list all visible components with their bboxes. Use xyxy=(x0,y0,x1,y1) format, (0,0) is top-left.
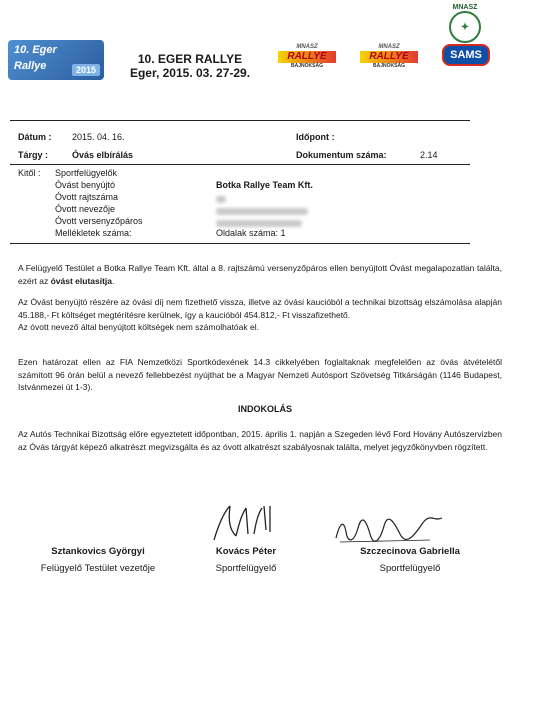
signatory-2-role: Sportfelügyelő xyxy=(215,563,277,574)
signatory-2-name: Kovács Péter xyxy=(215,546,277,557)
mnasz-rallye-logo-2: MNASZ RALLYE BAJNOKSÁG xyxy=(360,44,418,74)
kitol-row-5-label: Mellékletek száma: xyxy=(55,228,132,238)
targy-value: Óvás elbírálás xyxy=(72,150,134,160)
indoklas-heading: INDOKOLÁS xyxy=(238,404,292,414)
kitol-row-4-label: Óvott versenyzőpáros xyxy=(55,216,143,226)
kitol-row-2-label: Óvott rajtszáma xyxy=(55,192,119,202)
dokumentum-value: 2.14 xyxy=(420,150,438,160)
logo-year: 2015 xyxy=(72,64,100,76)
document-header-title xyxy=(120,52,260,80)
signatory-1-role: Felügyelő Testület vezetője xyxy=(40,563,156,574)
signature-szczecinova-image xyxy=(330,512,450,548)
header-rule xyxy=(10,120,470,121)
mnasz-rallye-logo-1: MNASZ RALLYE BAJNOKSÁG xyxy=(278,44,336,74)
kitol-row-5-value: Oldalak száma: 1 xyxy=(216,228,286,238)
signature-block-2 xyxy=(186,546,306,574)
sams-logo: SAMS xyxy=(442,44,490,66)
redacted-versenyzoparos xyxy=(216,220,302,227)
title-line1: 10. EGER RALLYE xyxy=(137,52,243,66)
signatory-3-role: Sportfelügyelő xyxy=(379,563,441,574)
signature-block-1 xyxy=(18,546,178,574)
idopont-label: Időpont : xyxy=(296,132,335,142)
kitol-row-1-label: Óvást benyújtó xyxy=(55,180,116,190)
meta-rule xyxy=(10,164,470,165)
logo-line2: Rallye xyxy=(14,60,47,72)
title-line2: Eger, 2015. 03. 27-29. xyxy=(129,66,251,80)
paragraph-decision: A Felügyelő Testület a Botka Rallye Team Kft. által a 8. rajtszámú versenyzőpáros ellen benyújtott Óvást megalapozatlan találta, ezért az óvást elutasítja. xyxy=(18,263,502,286)
paragraph-costs-note: Az óvott nevező által benyújtott költségek nem számolhatóak el. xyxy=(18,322,259,332)
mnasz-seal-icon: ✦ xyxy=(449,11,481,43)
paragraph-costs: Az Óvást benyújtó részére az óvási díj nem fizethető vissza, illetve az óvási kaucióból a technikai bizottság elszámolása alapján 45.188,- Ft költséget megtérítésre kerülnek, így a kaucióból 454.812,- Ft visszafizethető. Az óvott nevező által benyújtott költségek nem számolhatóak el. xyxy=(18,297,502,332)
kitol-row-3-label: Óvott nevezője xyxy=(55,204,116,214)
kitol-row-1-value: Botka Rallye Team Kft. xyxy=(216,180,313,190)
decision-emphasis: óvást elutasítja xyxy=(50,275,113,286)
signature-kovacs-image xyxy=(206,500,286,546)
redacted-nevezo xyxy=(216,208,308,215)
logo-line1: 10. Eger xyxy=(14,44,57,56)
mnasz-emblem: MNASZ ✦ xyxy=(440,4,490,42)
datum-value: 2015. 04. 16. xyxy=(72,132,125,142)
datum-label: Dátum : xyxy=(18,132,52,142)
kitol-rule xyxy=(10,243,470,244)
signatory-3-name: Szczecinova Gabriella xyxy=(360,546,460,557)
signatory-1-name: Sztankovics Györgyi xyxy=(51,546,145,557)
kitol-label: Kitől : xyxy=(18,168,41,178)
redacted-rajtszam xyxy=(216,196,226,203)
paragraph-appeal: Ezen határozat ellen az FIA Nemzetközi Sportkódexének 14.3 cikkelyében foglaltaknak megfelelően az óvás átvételétől számított 96 órán belül a nevező fellebbezést nyújthat be a Magyar Nemzeti Autósport Szövetség Titkárságán (1146 Budapest, Istvánmezei út 1-3). xyxy=(18,357,502,392)
targy-label: Tárgy : xyxy=(18,150,49,160)
kitol-row-0-label: Sportfelügyelők xyxy=(55,168,118,178)
dokumentum-label: Dokumentum száma: xyxy=(296,150,387,160)
eger-rallye-logo xyxy=(8,40,104,80)
paragraph-reasoning: Az Autós Technikai Bizottság előre egyeztetett időpontban, 2015. április 1. napján a Szegeden lévő Ford Hovány Autószervizben az Óvás tárgyát képező alkatrészt megvizsgálta és az óvott alkatrészt szabályosnak találta, melyet jegyzőkönyvben rögzített. xyxy=(18,429,502,452)
signature-block-3 xyxy=(330,546,490,574)
